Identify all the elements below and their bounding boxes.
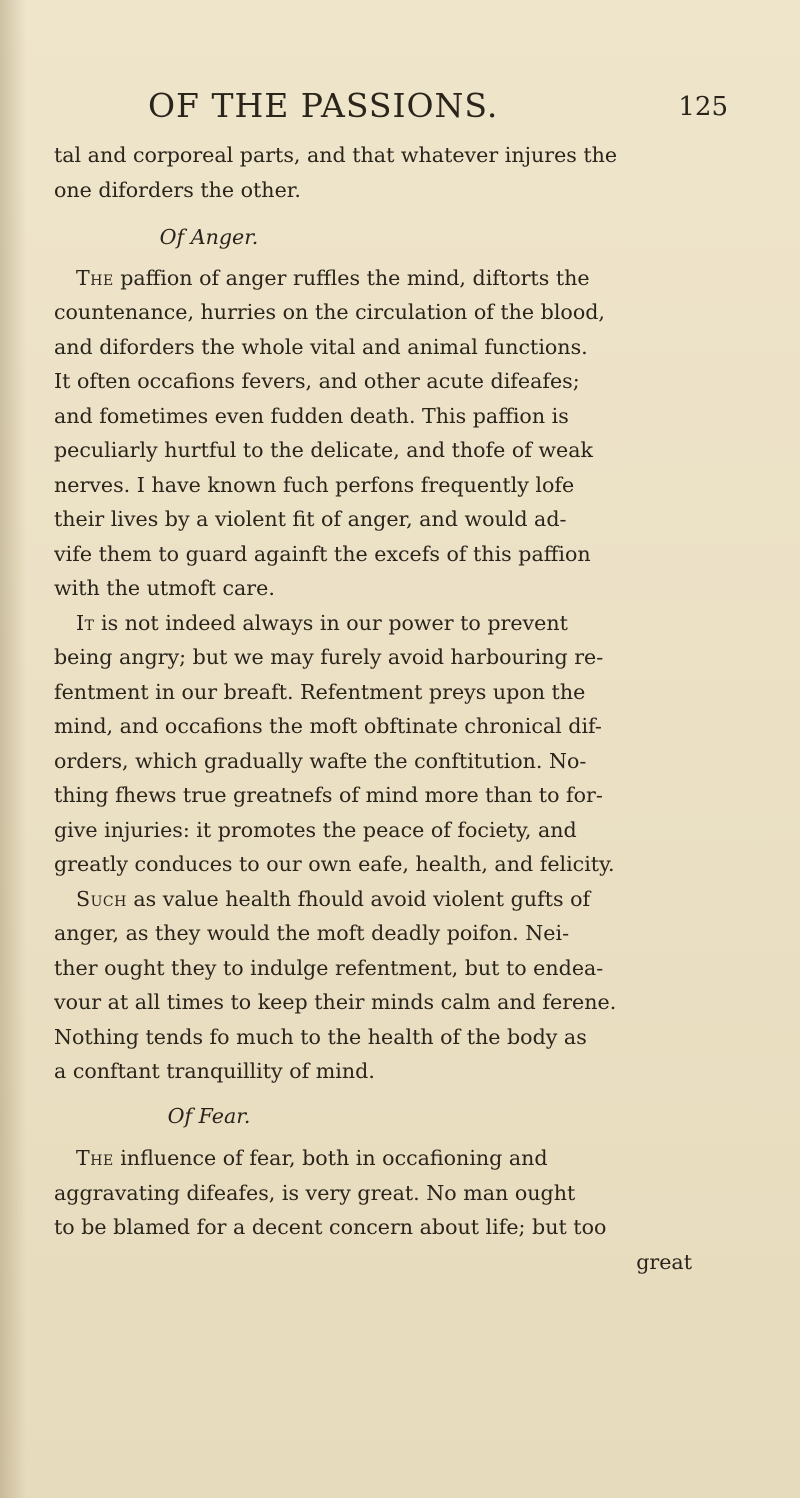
text-line: to be blamed for a decent concern about life; but too [54, 1215, 607, 1239]
text-line: tal and corporeal parts, and that whatever injures the [54, 143, 618, 167]
page-number: 125 [678, 92, 728, 122]
text-line: It often occafions fevers, and other acute difeafes; [54, 369, 580, 393]
paragraph-lead: The [76, 265, 114, 290]
text-line: nerves. I have known fuch perfons frequently lofe [54, 472, 575, 497]
text-line: greatly conduces to our own eafe, health, and felicity. [54, 852, 615, 876]
text-fragment: paffion of anger ruffles the mind, diftorts the [113, 265, 590, 290]
text-fragment: influence of fear, both in occafioning and [113, 1146, 548, 1170]
text-line: aggravating difeafes, is very great. No man ought [54, 1180, 576, 1205]
text-line: with the utmoft care. [54, 576, 275, 600]
text-line: countenance, hurries on the circulation of the blood, [54, 300, 605, 324]
text-line: Nothing tends fo much to the health of the body as [54, 1024, 587, 1049]
text-line: ther ought they to indulge refentment, but to endea- [54, 955, 604, 980]
text-line: one diforders the other. [54, 177, 301, 202]
text-line: mind, and occafions the moft obftinate chronical dif- [54, 714, 602, 738]
text-line: vife them to guard againft the excefs of this paffion [54, 541, 591, 566]
running-head: OF THE PASSIONS. [148, 86, 499, 125]
paragraph-lead: It [76, 610, 95, 635]
text-line: vour at all times to keep their minds calm and ferene. [54, 990, 617, 1014]
spine-shadow [0, 0, 26, 1498]
section-heading-anger: Of Anger. [159, 225, 259, 249]
paragraph-first-line [54, 606, 744, 641]
text-line: thing fhews true greatnefs of mind more than to for- [54, 783, 603, 807]
paragraph-first-line [54, 882, 744, 917]
text-line: give injuries: it promotes the peace of fociety, and [54, 817, 577, 842]
text-line: orders, which gradually wafte the conftitution. No- [54, 748, 587, 773]
paragraph-lead: The [76, 1146, 114, 1170]
catchword: great [636, 1249, 692, 1274]
paragraph-first-line [54, 1141, 744, 1176]
text-fragment: as value health fhould avoid violent gufts of [126, 886, 591, 911]
text-line: and diforders the whole vital and animal functions. [54, 334, 588, 359]
text-line: a conftant tranquillity of mind. [54, 1059, 375, 1083]
text-line: peculiarly hurtful to the delicate, and thofe of weak [54, 438, 593, 462]
text-line: and fometimes even fudden death. This paffion is [54, 403, 569, 428]
text-line: anger, as they would the moft deadly poifon. Nei- [54, 921, 570, 945]
paragraph-lead: Such [76, 886, 127, 911]
body-text [54, 138, 744, 1279]
text-line: being angry; but we may furely avoid harbouring re- [54, 645, 604, 669]
text-fragment: is not indeed always in our power to prevent [94, 610, 568, 635]
text-line: fentment in our breaft. Refentment preys upon the [54, 679, 586, 704]
section-heading-fear: Of Fear. [167, 1103, 251, 1128]
text-line: their lives by a violent fit of anger, and would ad- [54, 507, 567, 531]
paragraph-first-line [54, 261, 744, 296]
